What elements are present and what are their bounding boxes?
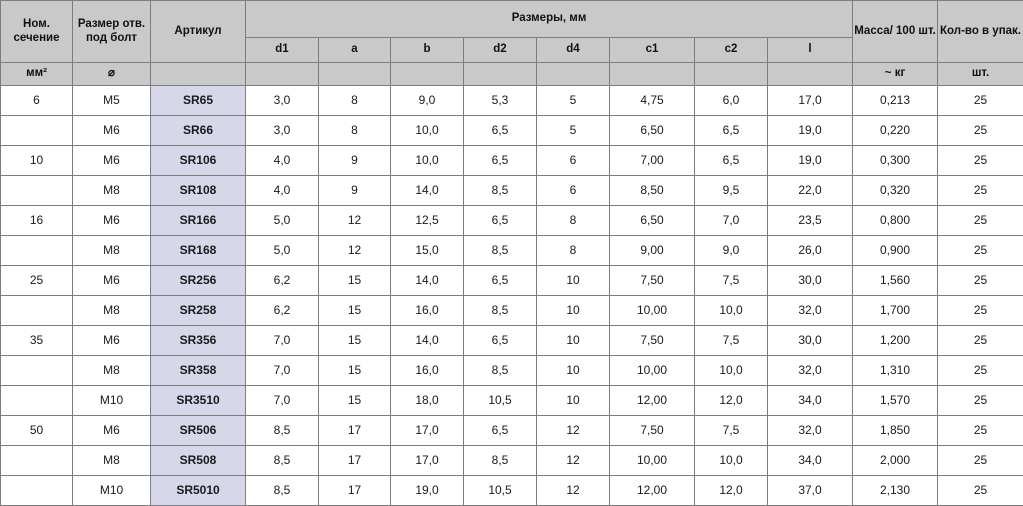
header-qty-unit: шт. [938, 63, 1023, 86]
cell-article: SR5010 [151, 476, 246, 506]
cell-section [1, 116, 73, 146]
cell-d4: 5 [537, 116, 610, 146]
cell-l: 19,0 [768, 146, 853, 176]
cell-l: 22,0 [768, 176, 853, 206]
cell-d2: 6,5 [464, 116, 537, 146]
header-section-unit: мм² [1, 63, 73, 86]
cell-l: 32,0 [768, 356, 853, 386]
cell-d1: 3,0 [246, 86, 319, 116]
cell-bolt: M8 [73, 446, 151, 476]
header-row-units [1, 63, 1023, 86]
header-bolt-hole-unit: ⌀ [73, 63, 151, 86]
cell-b: 16,0 [391, 356, 464, 386]
cell-article: SR166 [151, 206, 246, 236]
header-unit-b [391, 63, 464, 86]
header-dimensions: Размеры, мм [246, 1, 853, 38]
cell-l: 37,0 [768, 476, 853, 506]
cell-section [1, 446, 73, 476]
cell-b: 14,0 [391, 176, 464, 206]
cell-d4: 10 [537, 266, 610, 296]
cell-c1: 7,50 [610, 326, 695, 356]
cell-article: SR108 [151, 176, 246, 206]
cell-a: 8 [319, 116, 391, 146]
header-article-unit [151, 63, 246, 86]
cell-mass: 2,130 [853, 476, 938, 506]
header-dim-d4: d4 [537, 38, 610, 63]
cell-qty: 25 [938, 476, 1023, 506]
cell-article: SR66 [151, 116, 246, 146]
cell-qty: 25 [938, 416, 1023, 446]
cell-bolt: M6 [73, 206, 151, 236]
cell-article: SR356 [151, 326, 246, 356]
cell-article: SR358 [151, 356, 246, 386]
cell-bolt: M10 [73, 476, 151, 506]
cell-b: 17,0 [391, 416, 464, 446]
table-row [1, 116, 1023, 146]
cell-mass: 1,200 [853, 326, 938, 356]
header-unit-a [319, 63, 391, 86]
cell-d2: 8,5 [464, 446, 537, 476]
cell-article: SR3510 [151, 386, 246, 416]
cell-b: 19,0 [391, 476, 464, 506]
cell-d1: 7,0 [246, 386, 319, 416]
header-unit-l [768, 63, 853, 86]
cell-c1: 7,50 [610, 416, 695, 446]
cell-d2: 10,5 [464, 476, 537, 506]
cell-d1: 8,5 [246, 446, 319, 476]
cell-b: 14,0 [391, 266, 464, 296]
cell-l: 30,0 [768, 326, 853, 356]
cell-qty: 25 [938, 386, 1023, 416]
cell-d1: 5,0 [246, 206, 319, 236]
header-dim-l: l [768, 38, 853, 63]
header-mass: Масса/ 100 шт. [853, 1, 938, 63]
cell-c2: 10,0 [695, 296, 768, 326]
cell-bolt: M8 [73, 296, 151, 326]
cell-d4: 8 [537, 206, 610, 236]
cell-c1: 10,00 [610, 356, 695, 386]
cell-bolt: M5 [73, 86, 151, 116]
cell-b: 14,0 [391, 326, 464, 356]
cell-section [1, 476, 73, 506]
cell-d4: 10 [537, 296, 610, 326]
table-row [1, 326, 1023, 356]
cell-c2: 7,5 [695, 416, 768, 446]
cell-section: 16 [1, 206, 73, 236]
cell-c2: 12,0 [695, 476, 768, 506]
cell-c2: 6,0 [695, 86, 768, 116]
table-row [1, 416, 1023, 446]
cell-d4: 12 [537, 446, 610, 476]
cell-c2: 10,0 [695, 356, 768, 386]
cell-c2: 7,5 [695, 326, 768, 356]
cell-d2: 10,5 [464, 386, 537, 416]
cell-mass: 1,850 [853, 416, 938, 446]
cell-d4: 8 [537, 236, 610, 266]
cell-d1: 7,0 [246, 326, 319, 356]
cell-l: 32,0 [768, 416, 853, 446]
cell-mass: 0,213 [853, 86, 938, 116]
cell-d2: 8,5 [464, 296, 537, 326]
cell-section [1, 356, 73, 386]
cell-d2: 6,5 [464, 266, 537, 296]
header-unit-c1 [610, 63, 695, 86]
cell-a: 15 [319, 356, 391, 386]
cell-a: 15 [319, 266, 391, 296]
header-dim-c2: c2 [695, 38, 768, 63]
cell-d1: 4,0 [246, 146, 319, 176]
cell-qty: 25 [938, 146, 1023, 176]
cell-l: 34,0 [768, 386, 853, 416]
table-row [1, 236, 1023, 266]
header-bolt-hole: Размер отв. под болт [73, 1, 151, 63]
header-unit-d2 [464, 63, 537, 86]
cell-a: 15 [319, 296, 391, 326]
cell-d1: 8,5 [246, 476, 319, 506]
cell-article: SR508 [151, 446, 246, 476]
cell-bolt: M6 [73, 266, 151, 296]
header-dim-d2: d2 [464, 38, 537, 63]
cell-d4: 10 [537, 386, 610, 416]
header-row-top [1, 1, 1023, 38]
cell-a: 15 [319, 386, 391, 416]
cell-l: 26,0 [768, 236, 853, 266]
cell-section: 25 [1, 266, 73, 296]
header-dim-d1: d1 [246, 38, 319, 63]
cell-d2: 6,5 [464, 326, 537, 356]
cell-c2: 9,5 [695, 176, 768, 206]
table-row [1, 266, 1023, 296]
cell-a: 12 [319, 236, 391, 266]
cell-c2: 6,5 [695, 146, 768, 176]
cell-c1: 6,50 [610, 116, 695, 146]
cell-a: 9 [319, 176, 391, 206]
cell-mass: 1,310 [853, 356, 938, 386]
cell-c1: 10,00 [610, 446, 695, 476]
cell-d1: 4,0 [246, 176, 319, 206]
cell-article: SR106 [151, 146, 246, 176]
cell-c2: 12,0 [695, 386, 768, 416]
table-head [1, 1, 1023, 86]
cell-c1: 10,00 [610, 296, 695, 326]
header-qty: Кол-во в упак. [938, 1, 1023, 63]
cell-b: 16,0 [391, 296, 464, 326]
cell-bolt: M6 [73, 116, 151, 146]
cell-d4: 5 [537, 86, 610, 116]
cell-qty: 25 [938, 296, 1023, 326]
header-unit-d4 [537, 63, 610, 86]
cell-l: 30,0 [768, 266, 853, 296]
cell-a: 17 [319, 416, 391, 446]
cell-a: 15 [319, 326, 391, 356]
cell-article: SR256 [151, 266, 246, 296]
cell-d4: 12 [537, 416, 610, 446]
cell-qty: 25 [938, 236, 1023, 266]
cell-bolt: M8 [73, 356, 151, 386]
cell-bolt: M10 [73, 386, 151, 416]
cell-l: 32,0 [768, 296, 853, 326]
table-row [1, 206, 1023, 236]
table-row [1, 476, 1023, 506]
cell-mass: 0,300 [853, 146, 938, 176]
cell-a: 12 [319, 206, 391, 236]
table-row [1, 86, 1023, 116]
cell-mass: 1,570 [853, 386, 938, 416]
cell-c1: 12,00 [610, 476, 695, 506]
cell-c2: 7,5 [695, 266, 768, 296]
cell-section [1, 386, 73, 416]
cell-qty: 25 [938, 206, 1023, 236]
cell-a: 9 [319, 146, 391, 176]
cell-d2: 6,5 [464, 416, 537, 446]
cell-article: SR65 [151, 86, 246, 116]
cell-mass: 0,900 [853, 236, 938, 266]
cell-qty: 25 [938, 356, 1023, 386]
cell-d1: 7,0 [246, 356, 319, 386]
cell-section: 10 [1, 146, 73, 176]
cell-b: 18,0 [391, 386, 464, 416]
cell-b: 10,0 [391, 116, 464, 146]
cell-article: SR506 [151, 416, 246, 446]
cell-b: 15,0 [391, 236, 464, 266]
cell-c1: 12,00 [610, 386, 695, 416]
cell-d1: 6,2 [246, 296, 319, 326]
cell-bolt: M8 [73, 176, 151, 206]
cell-a: 17 [319, 476, 391, 506]
cell-bolt: M8 [73, 236, 151, 266]
cell-c1: 9,00 [610, 236, 695, 266]
table-row [1, 176, 1023, 206]
cell-d1: 3,0 [246, 116, 319, 146]
cell-d1: 5,0 [246, 236, 319, 266]
table-row [1, 296, 1023, 326]
header-article: Артикул [151, 1, 246, 63]
cell-b: 9,0 [391, 86, 464, 116]
header-dim-a: a [319, 38, 391, 63]
cell-mass: 0,800 [853, 206, 938, 236]
cell-bolt: M6 [73, 416, 151, 446]
cell-b: 12,5 [391, 206, 464, 236]
cell-article: SR258 [151, 296, 246, 326]
cell-mass: 1,560 [853, 266, 938, 296]
cell-l: 17,0 [768, 86, 853, 116]
cell-d1: 6,2 [246, 266, 319, 296]
cell-bolt: M6 [73, 146, 151, 176]
cell-b: 17,0 [391, 446, 464, 476]
cell-qty: 25 [938, 326, 1023, 356]
cell-mass: 0,220 [853, 116, 938, 146]
cell-section: 35 [1, 326, 73, 356]
cell-c2: 10,0 [695, 446, 768, 476]
cell-a: 17 [319, 446, 391, 476]
table-body [1, 86, 1023, 506]
cell-a: 8 [319, 86, 391, 116]
cell-section [1, 176, 73, 206]
cell-c2: 6,5 [695, 116, 768, 146]
cell-article: SR168 [151, 236, 246, 266]
cell-mass: 2,000 [853, 446, 938, 476]
cell-d2: 6,5 [464, 146, 537, 176]
cell-d2: 8,5 [464, 176, 537, 206]
cell-d4: 6 [537, 146, 610, 176]
cell-qty: 25 [938, 266, 1023, 296]
cell-l: 34,0 [768, 446, 853, 476]
cell-qty: 25 [938, 116, 1023, 146]
cell-c1: 7,50 [610, 266, 695, 296]
cell-mass: 1,700 [853, 296, 938, 326]
cell-b: 10,0 [391, 146, 464, 176]
table-row [1, 356, 1023, 386]
cell-c1: 4,75 [610, 86, 695, 116]
header-dim-b: b [391, 38, 464, 63]
cell-section [1, 236, 73, 266]
header-unit-c2 [695, 63, 768, 86]
cell-d4: 10 [537, 326, 610, 356]
cell-qty: 25 [938, 176, 1023, 206]
cell-section [1, 296, 73, 326]
cell-d2: 6,5 [464, 206, 537, 236]
cell-c1: 6,50 [610, 206, 695, 236]
cell-section: 50 [1, 416, 73, 446]
cell-mass: 0,320 [853, 176, 938, 206]
cell-bolt: M6 [73, 326, 151, 356]
cell-c2: 9,0 [695, 236, 768, 266]
cell-d2: 8,5 [464, 236, 537, 266]
cell-d4: 12 [537, 476, 610, 506]
cell-qty: 25 [938, 446, 1023, 476]
cell-l: 23,5 [768, 206, 853, 236]
table-row [1, 446, 1023, 476]
cell-d2: 5,3 [464, 86, 537, 116]
header-unit-d1 [246, 63, 319, 86]
cell-section: 6 [1, 86, 73, 116]
cell-d2: 8,5 [464, 356, 537, 386]
cell-d4: 6 [537, 176, 610, 206]
table-row [1, 386, 1023, 416]
cell-c2: 7,0 [695, 206, 768, 236]
cell-c1: 7,00 [610, 146, 695, 176]
cell-d4: 10 [537, 356, 610, 386]
cell-qty: 25 [938, 86, 1023, 116]
header-dim-c1: c1 [610, 38, 695, 63]
header-mass-unit: ~ кг [853, 63, 938, 86]
table-row [1, 146, 1023, 176]
cell-l: 19,0 [768, 116, 853, 146]
cell-c1: 8,50 [610, 176, 695, 206]
cell-d1: 8,5 [246, 416, 319, 446]
header-section: Ном. сечение [1, 1, 73, 63]
